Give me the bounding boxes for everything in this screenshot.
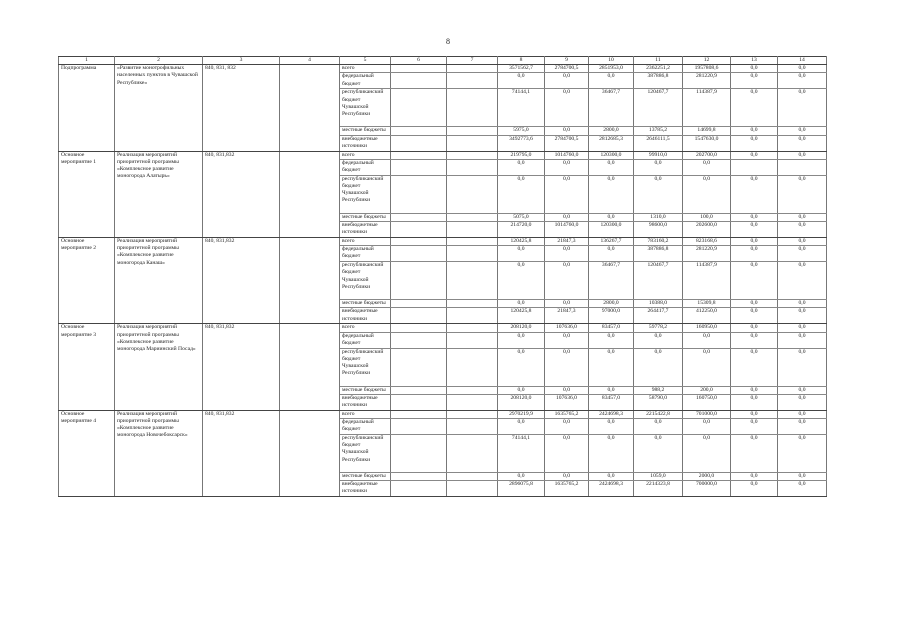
column-header: 9	[545, 57, 589, 65]
empty-cell	[447, 65, 498, 73]
value-cell: 0,0	[731, 135, 778, 151]
empty-cell	[447, 386, 498, 394]
empty-cell	[391, 386, 447, 394]
funding-source: всего	[340, 65, 391, 73]
budget-codes: 840, 831,832	[203, 324, 280, 410]
funding-source: республиканский бюджет Чувашской Республики	[340, 262, 391, 300]
program-name: Подпрограмма	[59, 65, 115, 151]
empty-cell	[391, 394, 447, 410]
value-cell: 0,0	[498, 348, 545, 386]
funding-source: внебюджетные источники	[340, 135, 391, 151]
funding-table	[58, 56, 827, 497]
empty-cell	[391, 65, 447, 73]
empty-cell	[447, 308, 498, 324]
value-cell: 0,0	[778, 89, 827, 127]
column-header: 13	[731, 57, 778, 65]
value-cell: 14699,8	[683, 127, 731, 135]
value-cell: 0,0	[731, 222, 778, 238]
value-cell: 99910,0	[634, 151, 683, 159]
value-cell: 0,0	[731, 246, 778, 262]
program-name: Основное мероприятие 4	[59, 410, 115, 496]
empty-cell	[391, 238, 447, 246]
value-cell: 2800,0	[589, 300, 634, 308]
value-cell: 0,0	[589, 73, 634, 89]
funding-source: республиканский бюджет Чувашской Республики	[340, 348, 391, 386]
value-cell: 0,0	[778, 151, 827, 159]
value-cell: 0,0	[545, 348, 589, 386]
value-cell: 0,0	[498, 175, 545, 213]
program-name: Основное мероприятие 3	[59, 324, 115, 410]
empty-cell	[447, 127, 498, 135]
value-cell: 0,0	[589, 159, 634, 175]
program-description: Реализация мероприятий приоритетной программы «Комплексное развитие моногорода Алатырь»	[115, 151, 203, 237]
empty-cell	[447, 89, 498, 127]
program-description: Реализация мероприятий приоритетной программы «Комплексное развитие моногорода Мариинский Посад»	[115, 324, 203, 410]
value-cell: 0,0	[778, 213, 827, 221]
empty-cell	[447, 473, 498, 481]
funding-source: федеральный бюджет	[340, 419, 391, 435]
funding-source: всего	[340, 238, 391, 246]
value-cell: 0,0	[634, 159, 683, 175]
empty-cell	[447, 151, 498, 159]
value-cell: 0,0	[545, 419, 589, 435]
column-header: 12	[683, 57, 731, 65]
value-cell: 3492773,6	[498, 135, 545, 151]
value-cell: 0,0	[778, 175, 827, 213]
value-cell: 0,0	[731, 300, 778, 308]
table-row	[59, 324, 827, 332]
empty-cell	[447, 238, 498, 246]
funding-source: федеральный бюджет	[340, 332, 391, 348]
empty-cell	[391, 473, 447, 481]
value-cell: 1547630,0	[683, 135, 731, 151]
empty-cell	[391, 127, 447, 135]
column-header: 11	[634, 57, 683, 65]
value-cell: 58790,0	[634, 394, 683, 410]
value-cell: 0,0	[545, 89, 589, 127]
column-header: 7	[447, 57, 498, 65]
value-cell: 0,0	[545, 300, 589, 308]
value-cell: 114387,9	[683, 262, 731, 300]
responsible-cell	[280, 324, 340, 410]
budget-codes: 840, 831,832	[203, 238, 280, 324]
value-cell: 2896075,8	[498, 481, 545, 497]
value-cell: 120300,0	[589, 222, 634, 238]
column-header: 2	[115, 57, 203, 65]
empty-cell	[447, 159, 498, 175]
value-cell: 59778,2	[634, 324, 683, 332]
value-cell: 0,0	[498, 300, 545, 308]
value-cell: 5075,0	[498, 213, 545, 221]
value-cell: 2000,0	[683, 473, 731, 481]
value-cell: 0,0	[545, 246, 589, 262]
empty-cell	[447, 324, 498, 332]
value-cell: 100,0	[683, 213, 731, 221]
value-cell: 387886,8	[634, 246, 683, 262]
value-cell: 21847,3	[545, 308, 589, 324]
value-cell: 0,0	[778, 135, 827, 151]
empty-cell	[391, 73, 447, 89]
value-cell: 1957808,6	[683, 65, 731, 73]
value-cell: 1635765,2	[545, 410, 589, 418]
table-row	[59, 238, 827, 246]
empty-cell	[391, 89, 447, 127]
empty-cell	[447, 410, 498, 418]
value-cell: 0,0	[778, 410, 827, 418]
value-cell: 36467,7	[589, 262, 634, 300]
value-cell: 2424698,3	[589, 410, 634, 418]
value-cell: 0,0	[778, 386, 827, 394]
value-cell: 2784700,5	[545, 135, 589, 151]
funding-source: местные бюджеты	[340, 300, 391, 308]
empty-cell	[447, 262, 498, 300]
value-cell: 0,0	[498, 246, 545, 262]
value-cell: 0,0	[778, 222, 827, 238]
program-name: Основное мероприятие 2	[59, 238, 115, 324]
column-header: 6	[391, 57, 447, 65]
value-cell: 0,0	[778, 262, 827, 300]
value-cell: 120425,8	[498, 308, 545, 324]
value-cell: 120425,8	[498, 238, 545, 246]
value-cell: 2214323,8	[634, 481, 683, 497]
value-cell: 0,0	[778, 238, 827, 246]
value-cell: 281220,9	[683, 73, 731, 89]
value-cell: 2362251,2	[634, 65, 683, 73]
empty-cell	[391, 419, 447, 435]
value-cell: 0,0	[589, 175, 634, 213]
value-cell: 2812685,3	[589, 135, 634, 151]
table-row	[59, 65, 827, 73]
column-header: 4	[280, 57, 340, 65]
value-cell: 202700,0	[683, 151, 731, 159]
funding-source: местные бюджеты	[340, 127, 391, 135]
value-cell: 0,0	[589, 386, 634, 394]
empty-cell	[391, 135, 447, 151]
empty-cell	[391, 222, 447, 238]
empty-cell	[447, 135, 498, 151]
value-cell: 0,0	[683, 435, 731, 473]
value-cell: 83457,0	[589, 394, 634, 410]
value-cell: 0,0	[498, 332, 545, 348]
value-cell: 2646111,5	[634, 135, 683, 151]
empty-cell	[447, 73, 498, 89]
value-cell: 0,0	[589, 473, 634, 481]
value-cell: 0,0	[545, 159, 589, 175]
value-cell: 0,0	[589, 348, 634, 386]
value-cell: 0,0	[683, 419, 731, 435]
value-cell: 0,0	[634, 348, 683, 386]
value-cell: 114387,9	[683, 89, 731, 127]
program-description: Реализация мероприятий приоритетной программы «Комплексное развитие моногорода Новочебоксарск»	[115, 410, 203, 496]
empty-cell	[447, 435, 498, 473]
value-cell: 136267,7	[589, 238, 634, 246]
value-cell: 0,0	[731, 324, 778, 332]
value-cell: 98600,0	[634, 222, 683, 238]
value-cell: 0,0	[778, 73, 827, 89]
empty-cell	[391, 435, 447, 473]
value-cell: 0,0	[545, 435, 589, 473]
column-header: 1	[59, 57, 115, 65]
header-row	[59, 57, 827, 65]
program-description: Реализация мероприятий приоритетной программы «Комплексное развитие моногорода Канаш»	[115, 238, 203, 324]
funding-source: внебюджетные источники	[340, 222, 391, 238]
value-cell: 0,0	[545, 213, 589, 221]
value-cell: 0,0	[731, 238, 778, 246]
value-cell: 1059,0	[634, 473, 683, 481]
value-cell: 264417,7	[634, 308, 683, 324]
value-cell: 0,0	[589, 419, 634, 435]
value-cell: 0,0	[589, 213, 634, 221]
value-cell: 0,0	[634, 419, 683, 435]
empty-cell	[447, 213, 498, 221]
value-cell: 701000,0	[683, 410, 731, 418]
value-cell: 107636,0	[545, 324, 589, 332]
value-cell: 0,0	[731, 65, 778, 73]
value-cell: 0,0	[778, 308, 827, 324]
value-cell: 202600,0	[683, 222, 731, 238]
value-cell: 83457,0	[589, 324, 634, 332]
value-cell: 0,0	[498, 386, 545, 394]
responsible-cell	[280, 238, 340, 324]
value-cell: 120467,7	[634, 262, 683, 300]
value-cell: 0,0	[498, 73, 545, 89]
value-cell: 160750,0	[683, 394, 731, 410]
value-cell: 160950,0	[683, 324, 731, 332]
funding-source: всего	[340, 410, 391, 418]
value-cell: 0,0	[731, 348, 778, 386]
empty-cell	[391, 246, 447, 262]
column-header: 10	[589, 57, 634, 65]
value-cell: 0,0	[778, 246, 827, 262]
value-cell: 0,0	[731, 386, 778, 394]
empty-cell	[447, 332, 498, 348]
value-cell: 97000,0	[589, 308, 634, 324]
value-cell: 823168,6	[683, 238, 731, 246]
value-cell: 74144,1	[498, 435, 545, 473]
value-cell: 0,0	[778, 481, 827, 497]
value-cell: 10388,0	[634, 300, 683, 308]
value-cell: 0,0	[731, 308, 778, 324]
empty-cell	[391, 324, 447, 332]
funding-source: всего	[340, 324, 391, 332]
value-cell: 0,0	[731, 435, 778, 473]
funding-source: местные бюджеты	[340, 473, 391, 481]
value-cell: 0,0	[778, 65, 827, 73]
value-cell: 0,0	[731, 175, 778, 213]
value-cell: 0,0	[683, 332, 731, 348]
value-cell: 0,0	[731, 262, 778, 300]
table-row	[59, 151, 827, 159]
program-description: «Развитие монотрофильных населенных пунктов в Чувашской Республике»	[115, 65, 203, 151]
empty-cell	[447, 222, 498, 238]
empty-cell	[447, 419, 498, 435]
table-row	[59, 410, 827, 418]
value-cell: 0,0	[683, 159, 731, 175]
value-cell: 200,0	[683, 386, 731, 394]
value-cell: 0,0	[545, 73, 589, 89]
value-cell: 0,0	[778, 419, 827, 435]
funding-source: внебюджетные источники	[340, 308, 391, 324]
value-cell: 0,0	[778, 324, 827, 332]
empty-cell	[391, 175, 447, 213]
empty-cell	[391, 300, 447, 308]
value-cell: 0,0	[683, 175, 731, 213]
value-cell: 0,0	[731, 127, 778, 135]
funding-source: местные бюджеты	[340, 213, 391, 221]
value-cell: 1014760,0	[545, 151, 589, 159]
column-header: 3	[203, 57, 280, 65]
value-cell: 0,0	[545, 332, 589, 348]
funding-source: внебюджетные источники	[340, 481, 391, 497]
value-cell: 0,0	[731, 213, 778, 221]
empty-cell	[391, 481, 447, 497]
value-cell: 120467,7	[634, 89, 683, 127]
value-cell: 0,0	[634, 175, 683, 213]
funding-source: всего	[340, 151, 391, 159]
value-cell: 0,0	[731, 89, 778, 127]
value-cell: 0,0	[731, 473, 778, 481]
value-cell: 120300,0	[589, 151, 634, 159]
responsible-cell	[280, 151, 340, 237]
page-number: 8	[446, 37, 450, 46]
value-cell: 0,0	[731, 332, 778, 348]
value-cell: 988,2	[634, 386, 683, 394]
empty-cell	[447, 394, 498, 410]
empty-cell	[391, 332, 447, 348]
value-cell: 214720,0	[498, 222, 545, 238]
value-cell: 2215422,8	[634, 410, 683, 418]
funding-source: республиканский бюджет Чувашской Республики	[340, 175, 391, 213]
value-cell: 74144,1	[498, 89, 545, 127]
value-cell: 0,0	[731, 481, 778, 497]
value-cell: 0,0	[778, 332, 827, 348]
value-cell: 208120,0	[498, 394, 545, 410]
value-cell: 2424698,3	[589, 481, 634, 497]
funding-source: республиканский бюджет Чувашской Республики	[340, 435, 391, 473]
value-cell: 15309,8	[683, 300, 731, 308]
value-cell: 0,0	[545, 127, 589, 135]
empty-cell	[447, 246, 498, 262]
value-cell: 0,0	[683, 348, 731, 386]
value-cell: 0,0	[778, 473, 827, 481]
value-cell: 0,0	[498, 262, 545, 300]
value-cell: 107636,0	[545, 394, 589, 410]
column-header: 14	[778, 57, 827, 65]
value-cell: 2800,0	[589, 127, 634, 135]
value-cell: 21847,3	[545, 238, 589, 246]
value-cell: 0,0	[778, 127, 827, 135]
value-cell: 387886,8	[634, 73, 683, 89]
value-cell: 0,0	[634, 332, 683, 348]
value-cell: 0,0	[498, 159, 545, 175]
empty-cell	[447, 348, 498, 386]
value-cell: 0,0	[731, 394, 778, 410]
value-cell: 13785,2	[634, 127, 683, 135]
budget-codes: 840, 831, 832	[203, 65, 280, 151]
value-cell: 0,0	[778, 435, 827, 473]
empty-cell	[447, 300, 498, 308]
value-cell: 0,0	[731, 73, 778, 89]
value-cell: 281220,9	[683, 246, 731, 262]
value-cell: 0,0	[545, 386, 589, 394]
empty-cell	[391, 151, 447, 159]
empty-cell	[447, 175, 498, 213]
empty-cell	[447, 481, 498, 497]
value-cell: 0,0	[778, 348, 827, 386]
value-cell: 0,0	[498, 473, 545, 481]
value-cell: 0,0	[589, 332, 634, 348]
value-cell: 36467,7	[589, 89, 634, 127]
value-cell	[778, 159, 827, 175]
value-cell: 0,0	[778, 394, 827, 410]
value-cell: 1014760,0	[545, 222, 589, 238]
value-cell	[731, 159, 778, 175]
funding-source: федеральный бюджет	[340, 73, 391, 89]
empty-cell	[391, 308, 447, 324]
value-cell: 219795,0	[498, 151, 545, 159]
value-cell: 2784700,5	[545, 65, 589, 73]
value-cell: 783160,2	[634, 238, 683, 246]
value-cell: 1635765,2	[545, 481, 589, 497]
value-cell: 2851953,0	[589, 65, 634, 73]
value-cell: 0,0	[498, 419, 545, 435]
value-cell: 0,0	[731, 410, 778, 418]
value-cell: 0,0	[731, 419, 778, 435]
value-cell: 2970219,9	[498, 410, 545, 418]
column-header: 8	[498, 57, 545, 65]
value-cell: 0,0	[778, 300, 827, 308]
value-cell: 3571562,7	[498, 65, 545, 73]
empty-cell	[391, 262, 447, 300]
funding-source: местные бюджеты	[340, 386, 391, 394]
value-cell: 0,0	[545, 473, 589, 481]
budget-codes: 840, 831,832	[203, 151, 280, 237]
value-cell: 700000,0	[683, 481, 731, 497]
column-header: 5	[340, 57, 391, 65]
value-cell: 0,0	[545, 175, 589, 213]
budget-codes: 840, 831,832	[203, 410, 280, 496]
empty-cell	[391, 213, 447, 221]
value-cell: 0,0	[589, 246, 634, 262]
funding-source: федеральный бюджет	[340, 246, 391, 262]
empty-cell	[391, 159, 447, 175]
value-cell: 208120,0	[498, 324, 545, 332]
value-cell: 0,0	[545, 262, 589, 300]
funding-source: республиканский бюджет Чувашской Республики	[340, 89, 391, 127]
funding-source: внебюджетные источники	[340, 394, 391, 410]
funding-source: федеральный бюджет	[340, 159, 391, 175]
value-cell: 0,0	[589, 435, 634, 473]
responsible-cell	[280, 65, 340, 151]
value-cell: 0,0	[634, 435, 683, 473]
value-cell: 1310,0	[634, 213, 683, 221]
responsible-cell	[280, 410, 340, 496]
value-cell: 5975,0	[498, 127, 545, 135]
value-cell: 0,0	[731, 151, 778, 159]
program-name: Основное мероприятие 1	[59, 151, 115, 237]
value-cell: 412250,0	[683, 308, 731, 324]
empty-cell	[391, 348, 447, 386]
empty-cell	[391, 410, 447, 418]
